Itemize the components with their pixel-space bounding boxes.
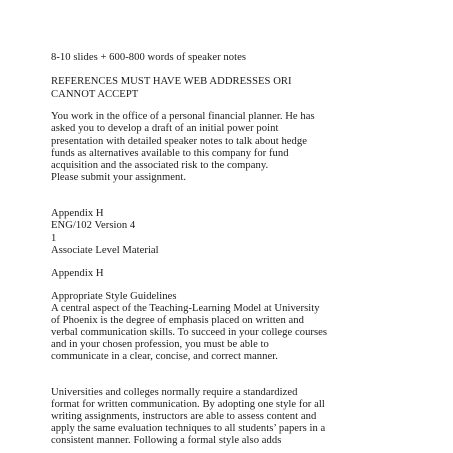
paragraph-2-line-1: Universities and colleges normally require a standardized bbox=[51, 387, 298, 398]
style-guidelines-title: Appropriate Style Guidelines bbox=[51, 291, 177, 302]
material-level-line: Associate Level Material bbox=[51, 245, 159, 256]
assignment-length-line: 8-10 slides + 600-800 words of speaker notes bbox=[51, 52, 247, 63]
paragraph-2-line-3: writing assignments, instructors are able to assess content and bbox=[51, 411, 317, 422]
scenario-line-3: presentation with detailed speaker notes to talk about hedge bbox=[51, 136, 307, 147]
appendix-heading: Appendix H bbox=[51, 208, 104, 219]
paragraph-2-line-4: apply the same evaluation techniques to all students’ papers in a bbox=[51, 423, 326, 434]
paragraph-1-line-4: and in your chosen profession, you must be able to bbox=[51, 339, 269, 350]
paragraph-1-line-1: A central aspect of the Teaching-Learning Model at University bbox=[51, 303, 320, 314]
paragraph-2-line-5: consistent manner. Following a formal style also adds bbox=[51, 435, 282, 446]
submit-line: Please submit your assignment. bbox=[51, 172, 187, 183]
paragraph-1-line-3: verbal communication skills. To succeed in your college courses bbox=[51, 327, 328, 338]
scenario-line-4: funds as alternatives available to this company for fund bbox=[51, 148, 289, 159]
scenario-line-2: asked you to develop a draft of an initial power point bbox=[51, 123, 279, 134]
page-number-line: 1 bbox=[51, 233, 57, 244]
paragraph-1-line-2: of Phoenix is the degree of emphasis placed on written and bbox=[51, 315, 304, 326]
course-version-line: ENG/102 Version 4 bbox=[51, 220, 136, 231]
scenario-line-1: You work in the office of a personal financial planner. He has bbox=[51, 111, 315, 122]
scenario-line-5: acquisition and the associated risk to the company. bbox=[51, 160, 269, 171]
references-notice-line-1: REFERENCES MUST HAVE WEB ADDRESSES ORI bbox=[51, 76, 292, 87]
paragraph-2-line-2: format for written communication. By adopting one style for all bbox=[51, 399, 325, 410]
references-notice-line-2: CANNOT ACCEPT bbox=[51, 89, 139, 100]
appendix-heading-repeat: Appendix H bbox=[51, 268, 104, 279]
paragraph-1-line-5: communicate in a clear, concise, and correct manner. bbox=[51, 351, 278, 362]
